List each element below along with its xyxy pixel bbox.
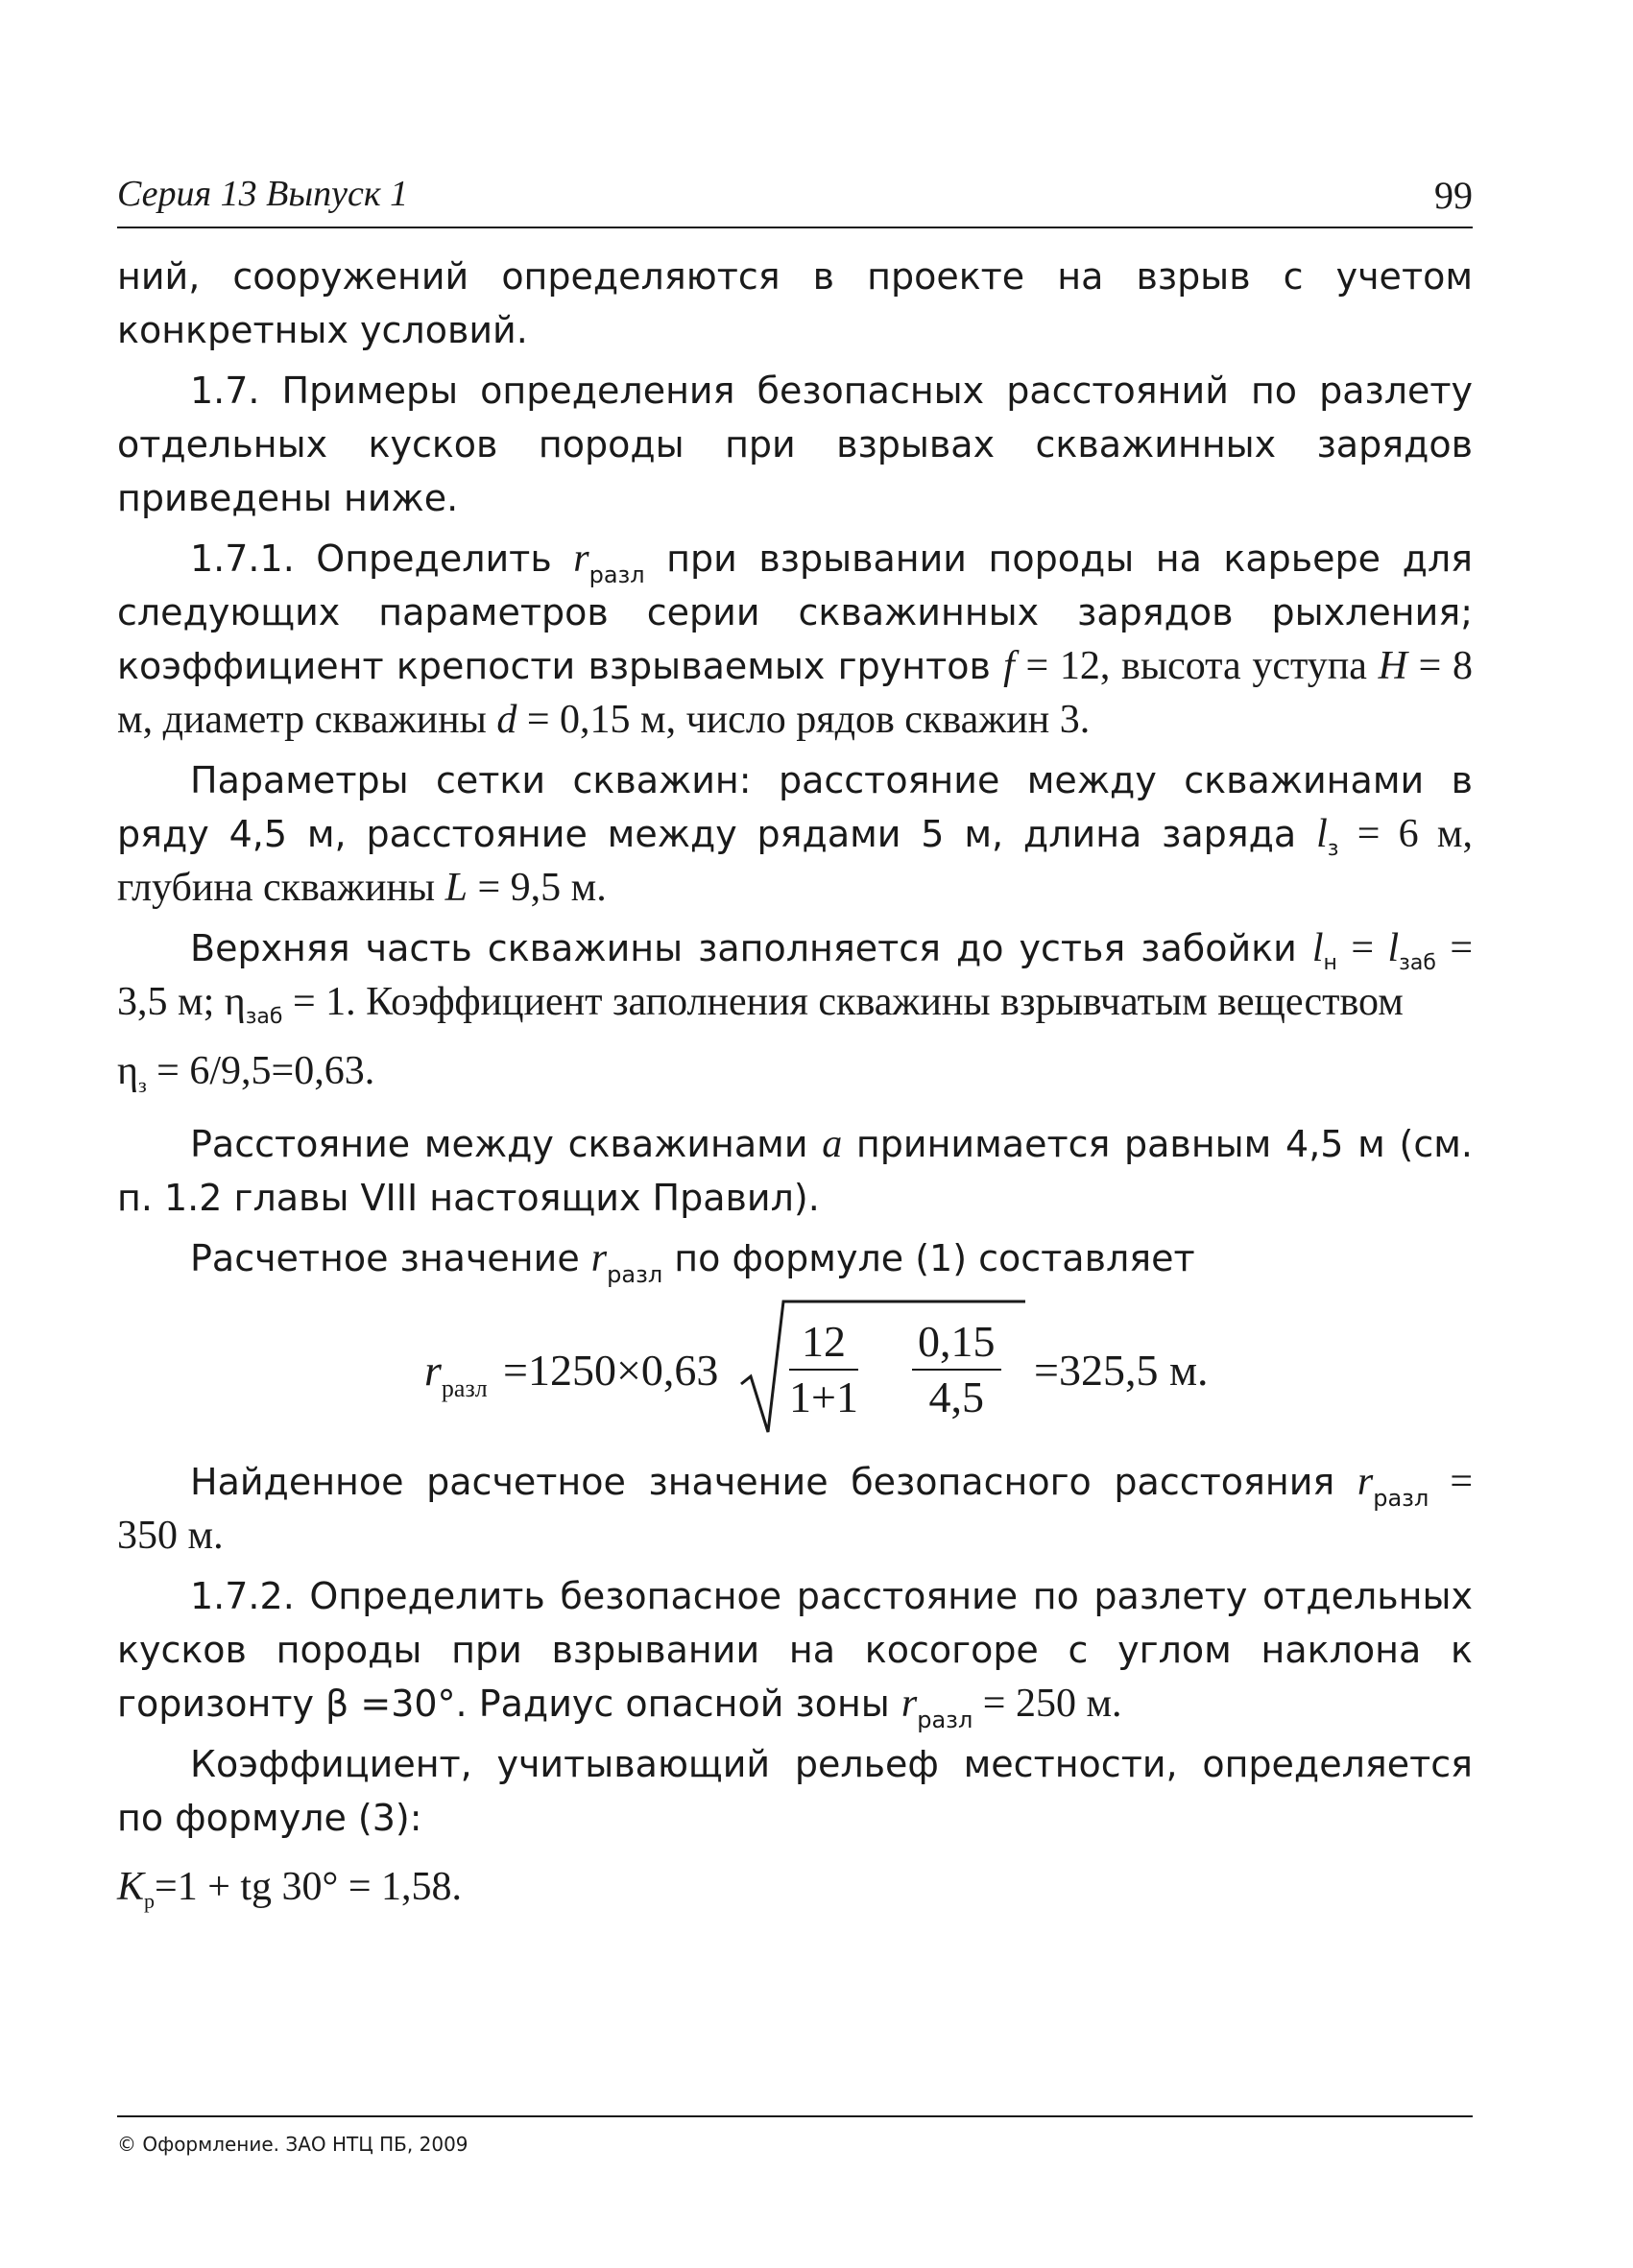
- paragraph-1-7-2: 1.7.2. Определить безопасное расстояние по разлету отдельных кусков породы при взрывании на косогоре с углом наклона к горизонту β =30°. Радиус опасной зоны $r_{разл} = 250$ м.: [117, 1575, 1473, 1733]
- paragraph-relief-coefficient: Коэффициент, учитывающий рельеф местности, определяется по формуле (3):: [117, 1743, 1473, 1839]
- symbol-f: f: [1003, 644, 1015, 688]
- series-title: Серия 13 Выпуск 1: [117, 174, 409, 214]
- symbol-r: r: [573, 537, 589, 581]
- formula-result: =325,5 м.: [1034, 1346, 1209, 1395]
- equation-eta: $\eta_з = 6/9,5=0,63$.: [117, 1049, 375, 1097]
- paragraph-1-7: 1.7. Примеры определения безопасных расстояний по разлету отдельных кусков породы при взрывах скважинных зарядов приведены ниже.: [117, 370, 1473, 519]
- paragraph-upper-part: Верхняя часть скважины заполняется до устья забойки $l_н = l_{заб} = 3,5$ м; $\eta_{заб} = 1$. Коэффициент заполнения скважины взрывчатым веществом: [117, 926, 1474, 1029]
- formula-r-razl: [117, 1292, 1473, 1455]
- footer-rule: [117, 2115, 1473, 2117]
- symbol-H: H: [1378, 644, 1407, 688]
- body-text: [117, 250, 1473, 1933]
- paragraph-1-7-1: 1.7.1. Определить $r_{разл}$ при взрывании породы на карьере для следующих параметров серии скважинных зарядов рыхления; коэффициент крепости взрываемых грунтов f = 12, высота уступа H = 8 м, диаметр скважины d = 0,15 м, число рядов скважин 3.: [117, 537, 1474, 742]
- running-header: [117, 171, 1473, 228]
- paragraph-grid-params: Параметры сетки скважин: расстояние между скважинами в ряду 4,5 м, расстояние между рядами 5 м, длина заряда $l_з = 6$ м, глубина скважины L = 9,5 м.: [117, 759, 1474, 910]
- paragraph-found-value: Найденное расчетное значение безопасного расстояния $r_{разл} = 350$ м.: [117, 1460, 1474, 1558]
- paragraph-continuation: ний, сооружений определяются в проекте на взрыв с учетом конкретных условий.: [117, 255, 1473, 351]
- fraction-2: $\frac{0,15}{4,5}$: [912, 1315, 1001, 1424]
- page-number: 99: [1434, 174, 1473, 217]
- formula-lhs: $r_{разл}$: [424, 1346, 488, 1402]
- copyright-footer: © Оформление. ЗАО НТЦ ПБ, 2009: [117, 2133, 468, 2156]
- paragraph-calculated: Расчетное значение $r_{разл}$ по формуле (1) составляет: [190, 1236, 1195, 1288]
- fraction-1: $\frac{12}{1+1}$: [789, 1317, 858, 1421]
- equation-k: $K_р=1$ + tg 30° = 1,58.: [117, 1865, 463, 1913]
- paragraph-distance-a: Расстояние между скважинами a принимается равным 4,5 м (см. п. 1.2 главы VIII настоящих Правил).: [117, 1122, 1473, 1219]
- formula-coefficient: =1250×0,63: [503, 1346, 719, 1395]
- symbol-d: d: [496, 698, 517, 742]
